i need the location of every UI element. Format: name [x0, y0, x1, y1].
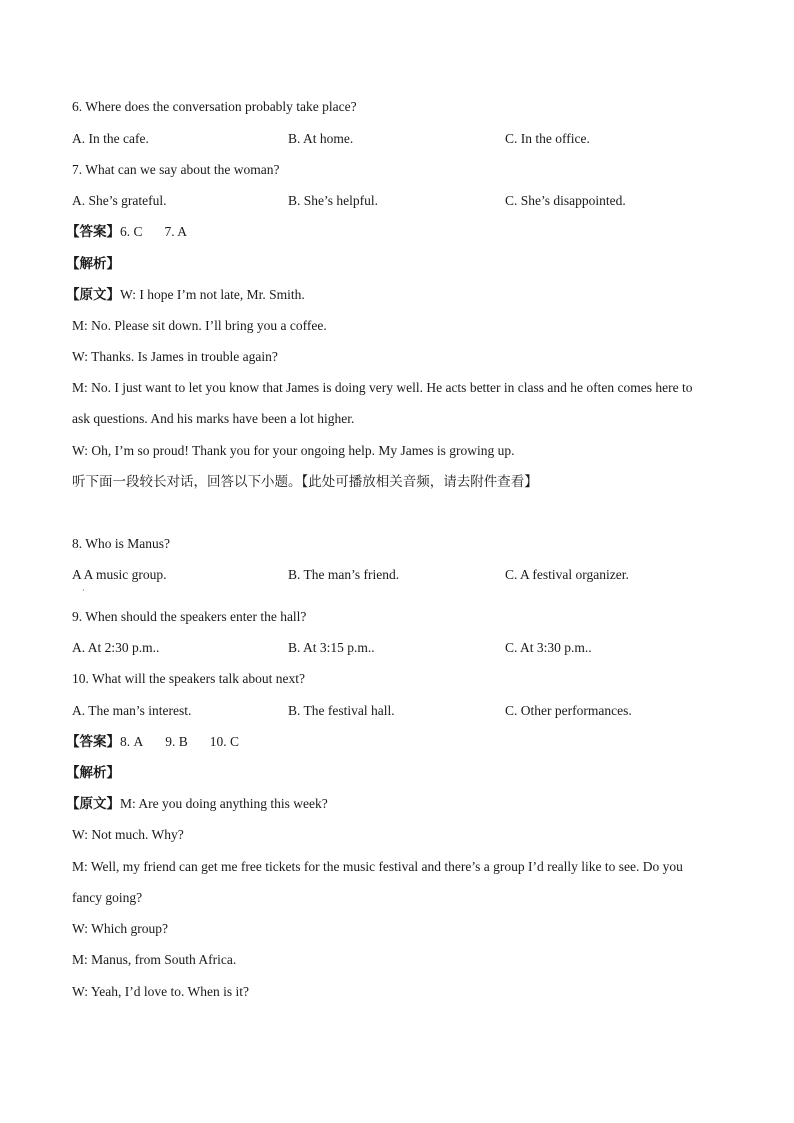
transcript2-line-3: M: Well, my friend can get me free tickets for the music festival and there’s a group I’d really like to see. Do you	[72, 859, 683, 874]
transcript-line-4: M: No. I just want to let you know that James is doing very well. He acts better in class and he often comes here to	[72, 380, 693, 395]
q10-option-c: C. Other performances.	[505, 703, 632, 718]
answer-label: 【答案】	[66, 224, 120, 240]
transcript-text: W: I hope I’m not late, Mr. Smith.	[120, 287, 305, 302]
analysis-label: 【解析】	[66, 765, 120, 781]
analysis-label: 【解析】	[66, 256, 120, 272]
q9-option-b: B. At 3:15 p.m..	[288, 640, 375, 655]
transcript-line-6: W: Oh, I’m so proud! Thank you for your ongoing help. My James is growing up.	[72, 443, 515, 458]
listening-instruction: 听下面一段较长对话，回答以下小题。【此处可播放相关音频，请去附件查看】	[72, 474, 538, 490]
q8-option-c: C. A festival organizer.	[505, 567, 629, 582]
q10-option-a: A. The man’s interest.	[72, 703, 192, 718]
answer-9: 9. B	[165, 734, 188, 749]
transcript-line-2: M: No. Please sit down. I’ll bring you a coffee.	[72, 318, 327, 333]
transcript2-line-1	[66, 795, 328, 813]
answer-10: 10. C	[209, 734, 240, 749]
q7-option-c: C. She’s disappointed.	[505, 193, 626, 208]
transcript2-line-6: M: Manus, from South Africa.	[72, 952, 237, 967]
answer-label: 【答案】	[66, 734, 120, 750]
q6-option-a: A. In the cafe.	[72, 131, 149, 146]
question-8: 8. Who is Manus?	[72, 536, 170, 551]
transcript-text: M: Are you doing anything this week?	[120, 796, 328, 811]
question-6: 6. Where does the conversation probably take place?	[72, 99, 357, 114]
answer-line-8-10	[66, 733, 239, 751]
transcript2-line-7: W: Yeah, I’d love to. When is it?	[72, 984, 249, 999]
q6-option-c: C. In the office.	[505, 131, 590, 146]
answer-line-6-7	[66, 223, 187, 241]
answer-7: 7. A	[164, 224, 188, 239]
q9-option-a: A. At 2:30 p.m..	[72, 640, 160, 655]
q6-option-b: B. At home.	[288, 131, 354, 146]
stray-dot: ·	[82, 586, 85, 595]
transcript2-line-4: fancy going?	[72, 890, 143, 905]
q7-option-b: B. She’s helpful.	[288, 193, 378, 208]
transcript-line-3: W: Thanks. Is James in trouble again?	[72, 349, 278, 364]
q7-option-a: A. She’s grateful.	[72, 193, 167, 208]
answer-6: 6. C	[120, 224, 143, 239]
transcript2-line-5: W: Which group?	[72, 921, 168, 936]
answer-8: 8. A	[120, 734, 144, 749]
question-9: 9. When should the speakers enter the hall?	[72, 609, 307, 624]
q10-option-b: B. The festival hall.	[288, 703, 395, 718]
q9-option-c: C. At 3:30 p.m..	[505, 640, 592, 655]
transcript-line-1	[66, 286, 305, 304]
transcript-line-5: ask questions. And his marks have been a lot higher.	[72, 411, 355, 426]
original-label: 【原文】	[66, 796, 120, 812]
original-label: 【原文】	[66, 287, 120, 303]
question-7: 7. What can we say about the woman?	[72, 162, 280, 177]
q8-option-b: B. The man’s friend.	[288, 567, 400, 582]
question-10: 10. What will the speakers talk about next?	[72, 671, 305, 686]
q8-option-a: A A music group.	[72, 567, 167, 582]
transcript2-line-2: W: Not much. Why?	[72, 827, 184, 842]
